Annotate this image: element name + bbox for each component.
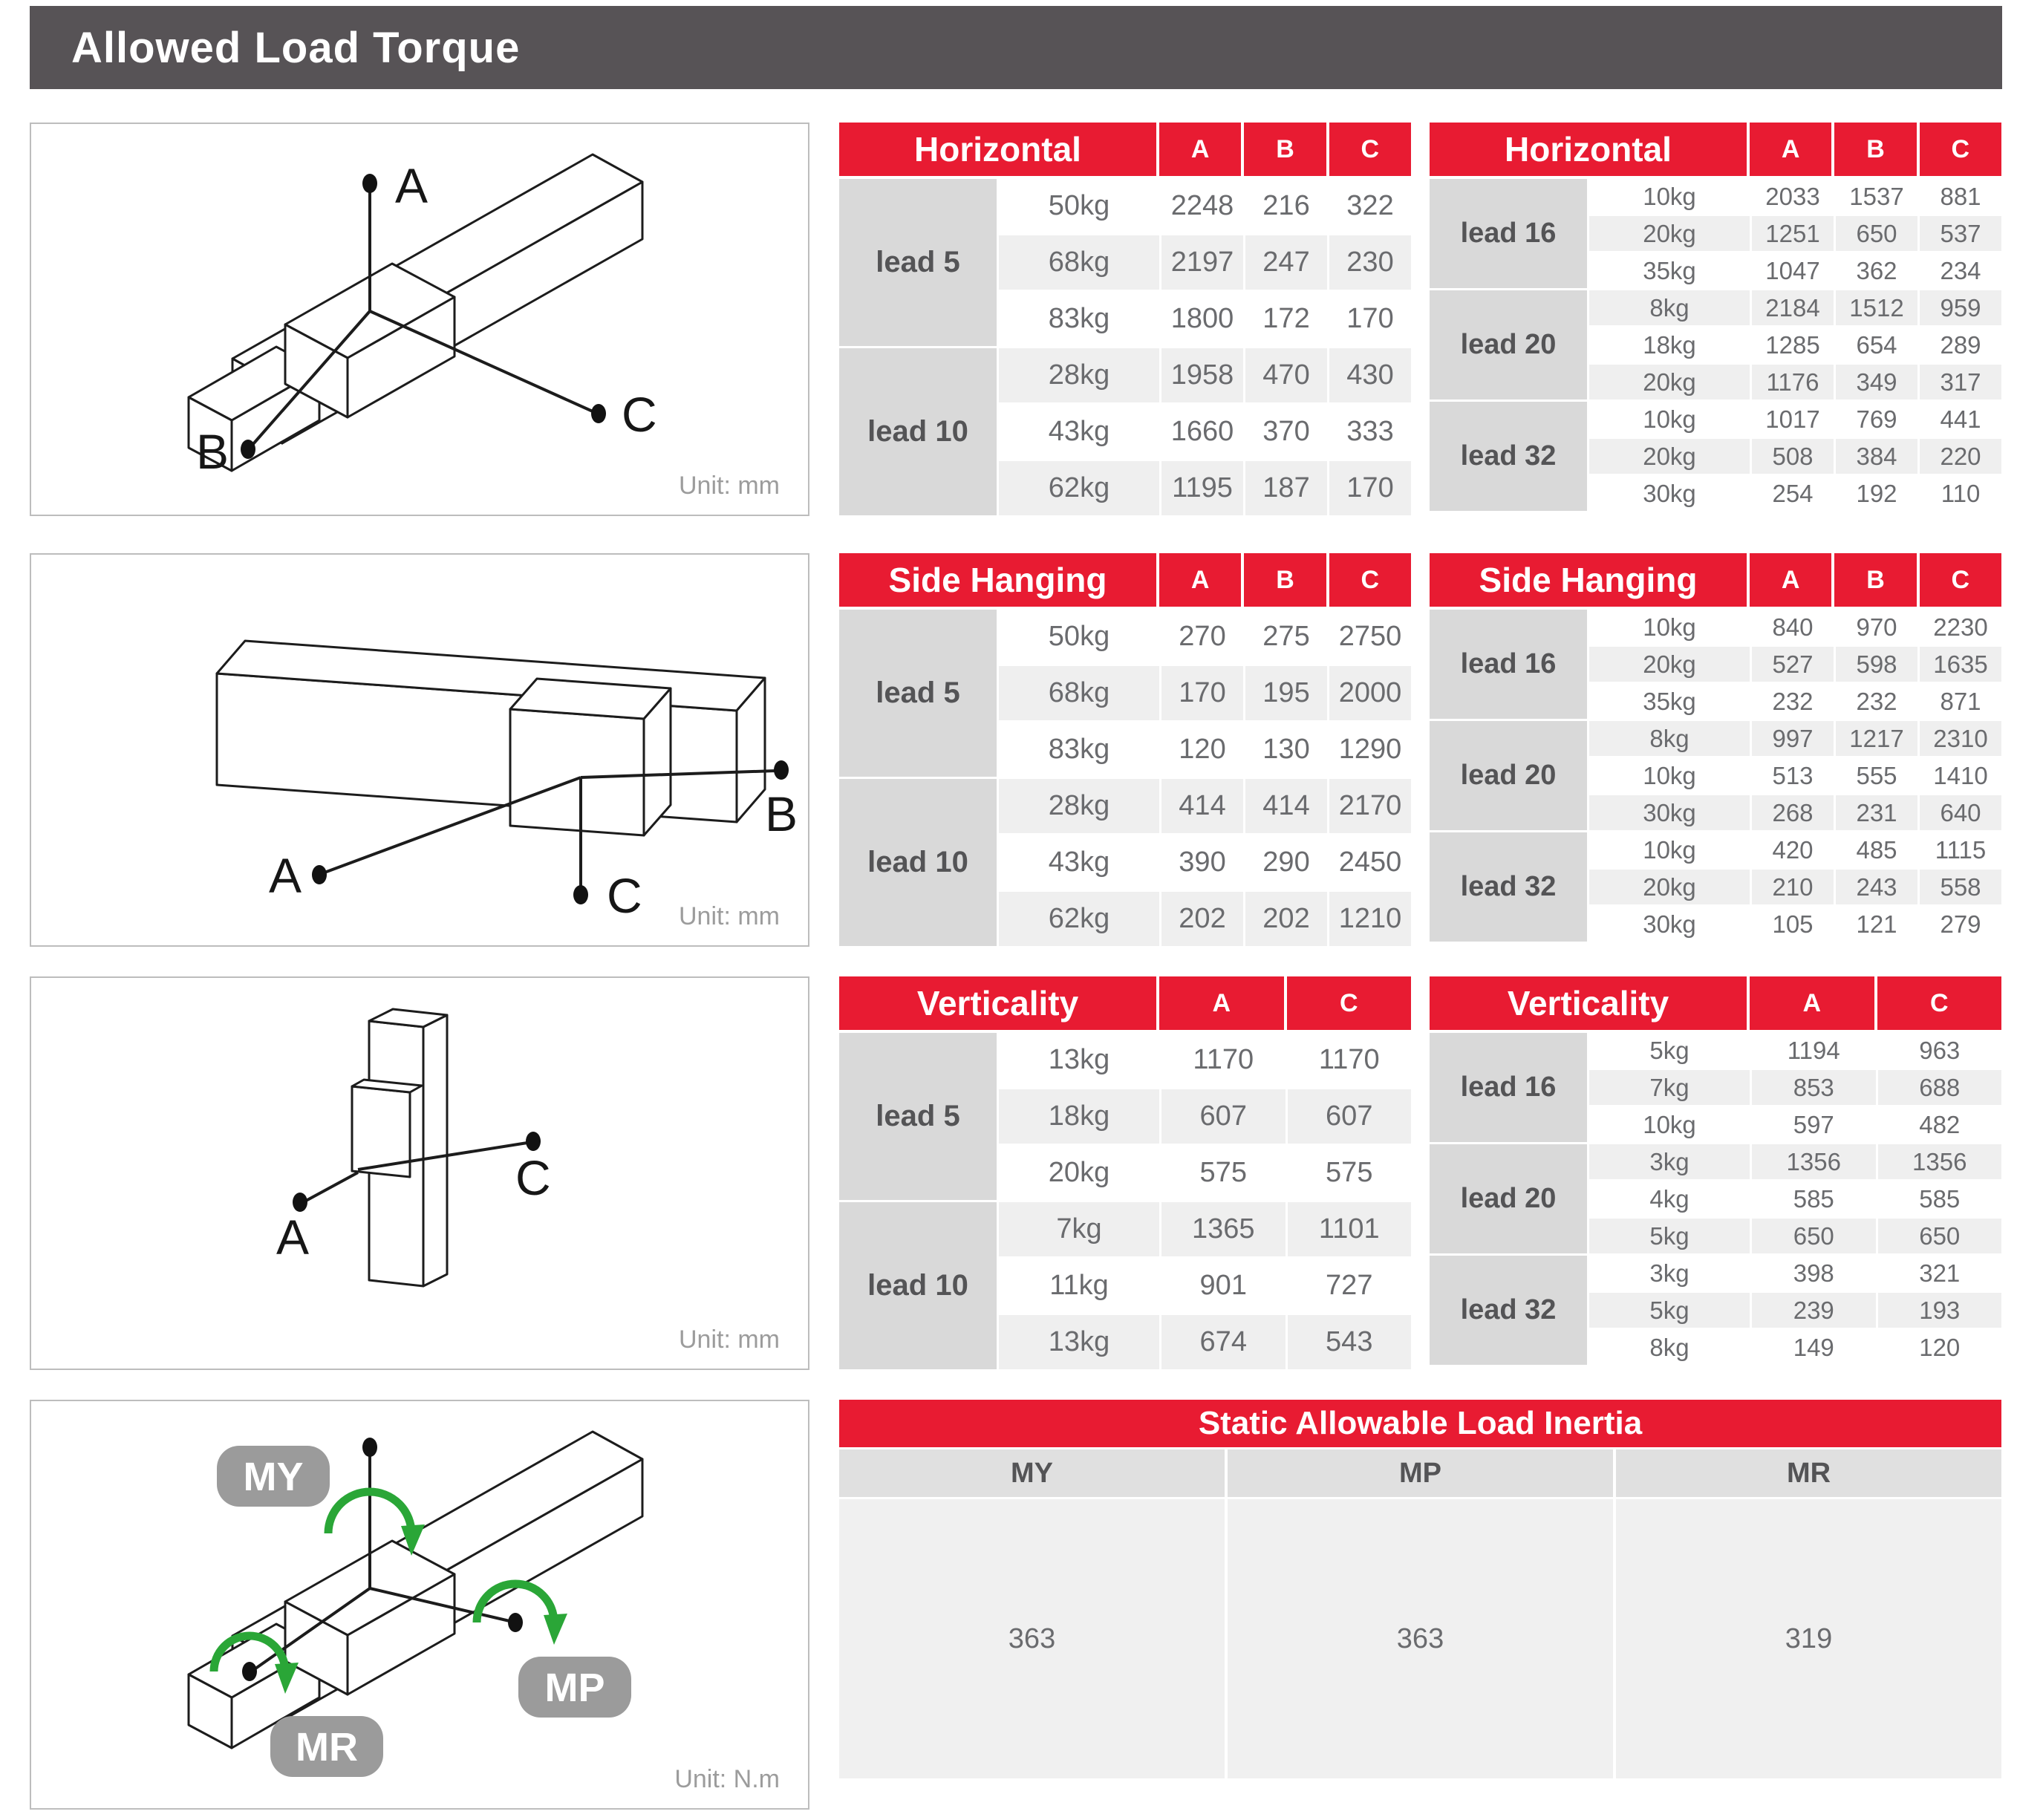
- value-cell: 414: [1161, 779, 1243, 833]
- lead-label: lead 32: [1430, 402, 1587, 511]
- value-cell: 1195: [1161, 461, 1243, 515]
- mp-badge-label: MP: [544, 1666, 605, 1710]
- axis-a-dot: [312, 865, 327, 884]
- value-cell: 727: [1288, 1259, 1412, 1313]
- value-cell: 2170: [1329, 779, 1411, 833]
- lead-label: lead 16: [1430, 179, 1587, 288]
- axis-label-a: A: [395, 158, 429, 213]
- value-cell: 290: [1245, 835, 1327, 890]
- value-cell: 597: [1752, 1107, 1876, 1142]
- value-cell: 650: [1752, 1219, 1876, 1253]
- axis-label-b: B: [196, 424, 229, 479]
- axis-label-a: A: [269, 848, 302, 903]
- axis-label-c: C: [622, 387, 657, 442]
- load-cell: 10kg: [1589, 402, 1750, 437]
- value-cell: 543: [1288, 1315, 1412, 1369]
- load-cell: 5kg: [1589, 1033, 1750, 1068]
- load-cell: 10kg: [1589, 758, 1750, 793]
- load-cell: 20kg: [1589, 870, 1750, 904]
- value-cell: 1047: [1752, 253, 1834, 288]
- table-body: [1430, 610, 2001, 942]
- load-cell: 50kg: [999, 610, 1159, 664]
- value-cell: 575: [1161, 1146, 1286, 1200]
- value-cell: 1017: [1752, 402, 1834, 437]
- value-cell: 1512: [1836, 290, 1917, 325]
- mp-badge: [518, 1657, 631, 1718]
- value-cell: 398: [1752, 1256, 1876, 1291]
- value-cell: 1210: [1329, 892, 1411, 946]
- value-cell: 482: [1878, 1107, 2002, 1142]
- load-cell: 10kg: [1589, 610, 1750, 645]
- load-cell: 3kg: [1589, 1144, 1750, 1179]
- verticality-diagram-svg: [31, 978, 808, 1369]
- column-header-c: C: [1329, 123, 1411, 176]
- load-cell: 83kg: [999, 292, 1159, 346]
- value-cell: 362: [1836, 253, 1917, 288]
- value-cell: 485: [1836, 832, 1917, 867]
- value-cell: 430: [1329, 348, 1411, 402]
- unit-label: Unit: mm: [679, 902, 780, 930]
- value-cell: 1170: [1288, 1033, 1412, 1087]
- side-hanging-orientation-diagram: [30, 553, 809, 947]
- column-header-a: A: [1750, 553, 1831, 607]
- column-header-a: A: [1750, 123, 1831, 176]
- value-cell: 232: [1752, 684, 1834, 719]
- value-cell: 607: [1161, 1089, 1286, 1144]
- page-title: Allowed Load Torque: [71, 23, 521, 72]
- table-title: Horizontal: [839, 123, 1156, 176]
- load-cell: 35kg: [1589, 684, 1750, 719]
- value-cell: 420: [1752, 832, 1834, 867]
- table-header: [839, 123, 1411, 176]
- table-body: [1430, 179, 2001, 511]
- value-cell: 871: [1920, 684, 2001, 719]
- value-cell: 769: [1836, 402, 1917, 437]
- table-header: [839, 976, 1411, 1030]
- lead-label: lead 16: [1430, 610, 1587, 719]
- table-header: [1430, 553, 2001, 607]
- value-cell: 216: [1245, 179, 1327, 233]
- value-cell: 1290: [1329, 723, 1411, 777]
- value-cell: 959: [1920, 290, 2001, 325]
- lead-label: lead 16: [1430, 1033, 1587, 1142]
- load-cell: 20kg: [999, 1146, 1159, 1200]
- value-cell: 1251: [1752, 216, 1834, 251]
- lead-label: lead 5: [839, 610, 997, 777]
- value-cell: 172: [1245, 292, 1327, 346]
- value-cell: 239: [1752, 1293, 1876, 1328]
- load-cell: 28kg: [999, 348, 1159, 402]
- value-cell: 2000: [1329, 666, 1411, 720]
- mr-badge-label: MR: [296, 1725, 358, 1770]
- table-body: [839, 179, 1411, 515]
- page-title-bar: [30, 6, 2002, 89]
- load-cell: 20kg: [1589, 647, 1750, 682]
- value-cell: 349: [1836, 365, 1917, 399]
- value-cell: 901: [1161, 1259, 1286, 1313]
- column-header-b: B: [1834, 123, 1916, 176]
- value-cell: 289: [1920, 327, 2001, 362]
- axis-c-dot: [526, 1132, 541, 1151]
- axis-c-dot: [573, 885, 588, 904]
- value-cell: 321: [1878, 1256, 2002, 1291]
- value-cell: 231: [1836, 795, 1917, 830]
- value-cell: 1356: [1878, 1144, 2002, 1179]
- load-cell: 28kg: [999, 779, 1159, 833]
- unit-label: Unit: N.m: [674, 1765, 780, 1793]
- pitch-axis-dot: [508, 1613, 523, 1632]
- value-cell: 268: [1752, 795, 1834, 830]
- value-cell: 1958: [1161, 348, 1243, 402]
- value-cell: 508: [1752, 439, 1834, 474]
- lead-label: lead 10: [839, 779, 997, 946]
- value-cell: 1176: [1752, 365, 1834, 399]
- load-cell: 10kg: [1589, 832, 1750, 867]
- value-cell-mp: 363: [1228, 1499, 1613, 1778]
- load-cell: 20kg: [1589, 365, 1750, 399]
- table-verticality-lead-16-20-32: [1430, 976, 2001, 1365]
- column-header-c: C: [1920, 553, 2001, 607]
- load-cell: 18kg: [999, 1089, 1159, 1144]
- value-cell: 1170: [1161, 1033, 1286, 1087]
- value-cell: 202: [1245, 892, 1327, 946]
- value-cell: 537: [1920, 216, 2001, 251]
- column-header-mp: MP: [1228, 1449, 1613, 1497]
- value-cell: 1101: [1288, 1202, 1412, 1256]
- value-cell: 2033: [1752, 179, 1834, 214]
- value-cell: 121: [1836, 907, 1917, 942]
- value-cell: 195: [1245, 666, 1327, 720]
- value-cell: 193: [1878, 1293, 2002, 1328]
- value-cell: 654: [1836, 327, 1917, 362]
- value-cell: 1537: [1836, 179, 1917, 214]
- value-cell: 322: [1329, 179, 1411, 233]
- load-cell: 43kg: [999, 405, 1159, 459]
- value-cell: 384: [1836, 439, 1917, 474]
- moment-axes-diagram: [30, 1400, 809, 1810]
- inertia-values-row: [839, 1499, 2001, 1778]
- table-title: Horizontal: [1430, 123, 1747, 176]
- table-body: [1430, 1033, 2001, 1365]
- column-3d-drawing: [352, 1009, 447, 1286]
- mr-badge: [270, 1716, 383, 1777]
- lead-label: lead 10: [839, 348, 997, 515]
- load-cell: 30kg: [1589, 795, 1750, 830]
- value-cell: 110: [1920, 476, 2001, 511]
- lead-label: lead 10: [839, 1202, 997, 1369]
- table-title: Verticality: [839, 976, 1156, 1030]
- load-cell: 20kg: [1589, 216, 1750, 251]
- static-allowable-load-inertia-table: [839, 1400, 2001, 1778]
- lead-label: lead 20: [1430, 1144, 1587, 1253]
- value-cell: 105: [1752, 907, 1834, 942]
- value-cell: 470: [1245, 348, 1327, 402]
- value-cell: 1635: [1920, 647, 2001, 682]
- table-header: [1430, 976, 2001, 1030]
- value-cell: 853: [1752, 1070, 1876, 1105]
- value-cell: 279: [1920, 907, 2001, 942]
- load-cell: 62kg: [999, 461, 1159, 515]
- load-cell: 5kg: [1589, 1219, 1750, 1253]
- value-cell: 2248: [1161, 179, 1243, 233]
- load-cell: 43kg: [999, 835, 1159, 890]
- value-cell-my: 363: [839, 1499, 1225, 1778]
- value-cell: 2750: [1329, 610, 1411, 664]
- value-cell: 607: [1288, 1089, 1412, 1144]
- value-cell: 170: [1329, 461, 1411, 515]
- table-side-hanging-lead-16-20-32: [1430, 553, 2001, 942]
- value-cell: 1217: [1836, 721, 1917, 756]
- value-cell: 640: [1920, 795, 2001, 830]
- value-cell: 202: [1161, 892, 1243, 946]
- value-cell: 650: [1878, 1219, 2002, 1253]
- value-cell: 558: [1920, 870, 2001, 904]
- moments-diagram-svg: [31, 1401, 808, 1808]
- side-hanging-diagram-svg: [31, 555, 808, 945]
- my-badge-label: MY: [243, 1455, 304, 1499]
- value-cell: 585: [1878, 1181, 2002, 1216]
- table-horizontal-lead-5-10: [839, 123, 1411, 515]
- unit-label: Unit: mm: [679, 1325, 780, 1354]
- value-cell: 187: [1245, 461, 1327, 515]
- axis-b-dot: [774, 760, 789, 780]
- horizontal-diagram-svg: [31, 124, 808, 515]
- value-cell: 220: [1920, 439, 2001, 474]
- value-cell: 370: [1245, 405, 1327, 459]
- table-title: Side Hanging: [1430, 553, 1747, 607]
- value-cell: 243: [1836, 870, 1917, 904]
- axis-a-line: [306, 1172, 358, 1201]
- table-header: [1430, 123, 2001, 176]
- value-cell: 120: [1161, 723, 1243, 777]
- yaw-axis-dot: [362, 1438, 377, 1457]
- value-cell: 1660: [1161, 405, 1243, 459]
- lead-label: lead 20: [1430, 721, 1587, 830]
- value-cell: 254: [1752, 476, 1834, 511]
- value-cell: 2230: [1920, 610, 2001, 645]
- value-cell: 170: [1329, 292, 1411, 346]
- load-cell: 13kg: [999, 1033, 1159, 1087]
- load-cell: 8kg: [1589, 721, 1750, 756]
- value-cell: 1194: [1752, 1033, 1876, 1068]
- value-cell: 1410: [1920, 758, 2001, 793]
- beam-3d-drawing: [217, 641, 765, 835]
- value-cell: 598: [1836, 647, 1917, 682]
- value-cell: 232: [1836, 684, 1917, 719]
- load-cell: 7kg: [999, 1202, 1159, 1256]
- load-cell: 50kg: [999, 179, 1159, 233]
- horizontal-orientation-diagram: [30, 123, 809, 516]
- load-cell: 7kg: [1589, 1070, 1750, 1105]
- value-cell: 1800: [1161, 292, 1243, 346]
- load-cell: 10kg: [1589, 1107, 1750, 1142]
- roll-axis-dot: [242, 1662, 257, 1681]
- load-cell: 30kg: [1589, 907, 1750, 942]
- axis-label-a: A: [276, 1210, 310, 1265]
- load-cell: 8kg: [1589, 290, 1750, 325]
- value-cell-mr: 319: [1616, 1499, 2001, 1778]
- table-horizontal-lead-16-20-32: [1430, 123, 2001, 511]
- value-cell: 234: [1920, 253, 2001, 288]
- value-cell: 963: [1878, 1033, 2002, 1068]
- value-cell: 970: [1836, 610, 1917, 645]
- value-cell: 513: [1752, 758, 1834, 793]
- load-cell: 11kg: [999, 1259, 1159, 1313]
- lead-label: lead 32: [1430, 1256, 1587, 1365]
- value-cell: 441: [1920, 402, 2001, 437]
- column-header-a: A: [1159, 553, 1241, 607]
- column-header-b: B: [1244, 123, 1326, 176]
- value-cell: 149: [1752, 1330, 1876, 1365]
- value-cell: 650: [1836, 216, 1917, 251]
- table-body: [839, 1033, 1411, 1369]
- column-header-c: C: [1877, 976, 2002, 1030]
- value-cell: 130: [1245, 723, 1327, 777]
- value-cell: 1285: [1752, 327, 1834, 362]
- table-title: Static Allowable Load Inertia: [839, 1400, 2001, 1447]
- load-cell: 18kg: [1589, 327, 1750, 362]
- value-cell: 270: [1161, 610, 1243, 664]
- inertia-column-headers: [839, 1449, 2001, 1497]
- load-cell: 30kg: [1589, 476, 1750, 511]
- load-cell: 68kg: [999, 235, 1159, 290]
- column-header-a: A: [1159, 123, 1241, 176]
- value-cell: 210: [1752, 870, 1834, 904]
- value-cell: 2184: [1752, 290, 1834, 325]
- value-cell: 275: [1245, 610, 1327, 664]
- mp-rotation-arrow-icon: [477, 1584, 567, 1645]
- axis-b-dot: [241, 440, 255, 459]
- load-cell: 3kg: [1589, 1256, 1750, 1291]
- value-cell: 585: [1752, 1181, 1876, 1216]
- value-cell: 1356: [1752, 1144, 1876, 1179]
- lead-label: lead 32: [1430, 832, 1587, 942]
- column-header-c: C: [1287, 976, 1412, 1030]
- value-cell: 192: [1836, 476, 1917, 511]
- value-cell: 414: [1245, 779, 1327, 833]
- value-cell: 120: [1878, 1330, 2002, 1365]
- column-header-my: MY: [839, 1449, 1225, 1497]
- column-header-a: A: [1159, 976, 1284, 1030]
- load-cell: 5kg: [1589, 1293, 1750, 1328]
- column-header-b: B: [1244, 553, 1326, 607]
- load-cell: 68kg: [999, 666, 1159, 720]
- value-cell: 997: [1752, 721, 1834, 756]
- column-header-c: C: [1329, 553, 1411, 607]
- value-cell: 247: [1245, 235, 1327, 290]
- value-cell: 170: [1161, 666, 1243, 720]
- load-cell: 62kg: [999, 892, 1159, 946]
- value-cell: 575: [1288, 1146, 1412, 1200]
- lead-label: lead 5: [839, 179, 997, 346]
- value-cell: 1115: [1920, 832, 2001, 867]
- table-verticality-lead-5-10: [839, 976, 1411, 1369]
- lead-label: lead 5: [839, 1033, 997, 1200]
- column-header-mr: MR: [1616, 1449, 2001, 1497]
- value-cell: 688: [1878, 1070, 2002, 1105]
- value-cell: 555: [1836, 758, 1917, 793]
- column-header-a: A: [1750, 976, 1874, 1030]
- lead-label: lead 20: [1430, 290, 1587, 399]
- axis-c-dot: [591, 404, 606, 423]
- verticality-orientation-diagram: [30, 976, 809, 1370]
- load-cell: 13kg: [999, 1315, 1159, 1369]
- table-title: Side Hanging: [839, 553, 1156, 607]
- value-cell: 881: [1920, 179, 2001, 214]
- value-cell: 333: [1329, 405, 1411, 459]
- column-header-b: B: [1834, 553, 1916, 607]
- table-header: [839, 553, 1411, 607]
- load-cell: 8kg: [1589, 1330, 1750, 1365]
- axis-label-c: C: [607, 868, 642, 923]
- value-cell: 527: [1752, 647, 1834, 682]
- value-cell: 230: [1329, 235, 1411, 290]
- table-side-hanging-lead-5-10: [839, 553, 1411, 946]
- my-rotation-arrow-icon: [328, 1492, 425, 1556]
- value-cell: 840: [1752, 610, 1834, 645]
- axis-label-c: C: [515, 1150, 551, 1205]
- value-cell: 317: [1920, 365, 2001, 399]
- table-title: Verticality: [1430, 976, 1747, 1030]
- value-cell: 1365: [1161, 1202, 1286, 1256]
- value-cell: 2450: [1329, 835, 1411, 890]
- axis-label-b: B: [765, 786, 798, 841]
- load-cell: 10kg: [1589, 179, 1750, 214]
- unit-label: Unit: mm: [679, 472, 780, 500]
- value-cell: 2310: [1920, 721, 2001, 756]
- load-cell: 4kg: [1589, 1181, 1750, 1216]
- load-cell: 35kg: [1589, 253, 1750, 288]
- value-cell: 390: [1161, 835, 1243, 890]
- value-cell: 674: [1161, 1315, 1286, 1369]
- load-cell: 20kg: [1589, 439, 1750, 474]
- my-badge: [217, 1446, 330, 1507]
- axis-a-dot: [362, 174, 377, 193]
- value-cell: 2197: [1161, 235, 1243, 290]
- load-cell: 83kg: [999, 723, 1159, 777]
- column-header-c: C: [1920, 123, 2001, 176]
- table-body: [839, 610, 1411, 946]
